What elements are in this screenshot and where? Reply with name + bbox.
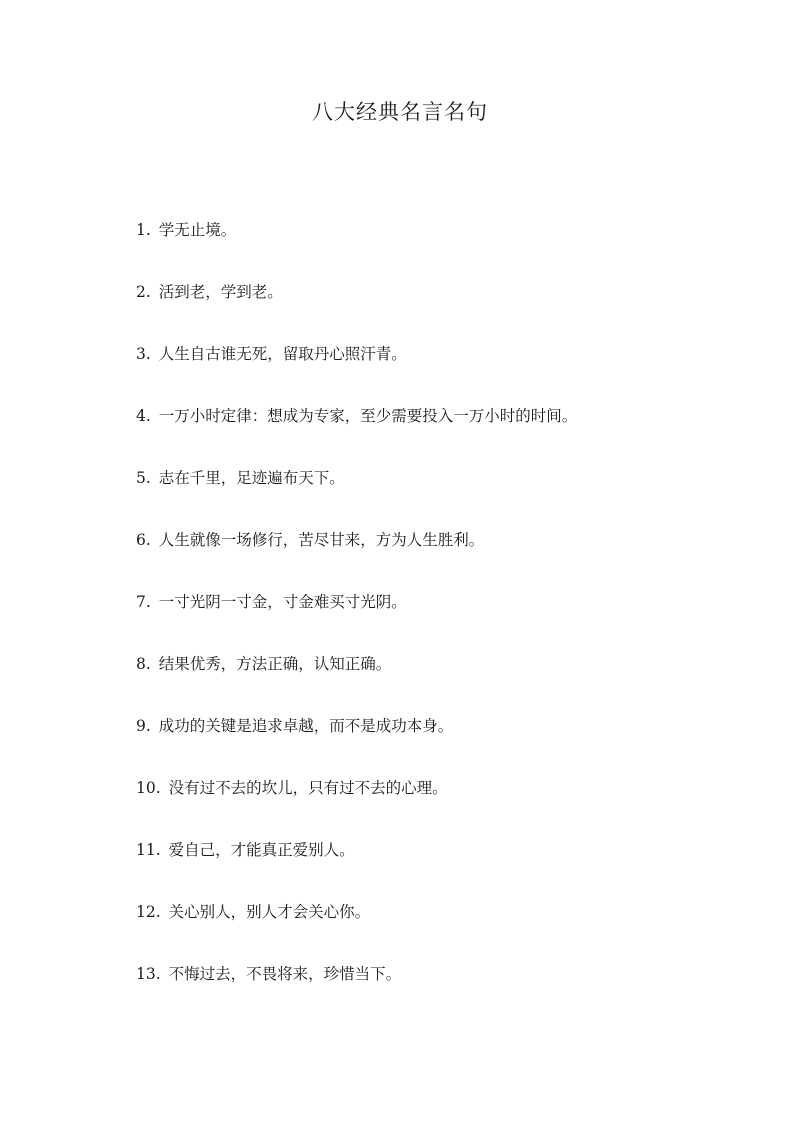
list-item-text: 活到老，学到老。 bbox=[158, 283, 283, 301]
list-item-number: 10. bbox=[136, 779, 161, 797]
list-item-number: 13. bbox=[136, 965, 161, 983]
list-item-text: 一寸光阴一寸金，寸金难买寸光阴。 bbox=[158, 593, 407, 611]
list-item-text: 结果优秀，方法正确，认知正确。 bbox=[158, 655, 392, 673]
list-item bbox=[136, 466, 577, 528]
list-item-text: 不悔过去，不畏将来，珍惜当下。 bbox=[168, 965, 402, 983]
list-item bbox=[136, 342, 577, 404]
list-item-text: 人生自古谁无死，留取丹心照汗青。 bbox=[158, 345, 407, 363]
list-item-text: 志在千里，足迹遍布天下。 bbox=[158, 469, 345, 487]
list-item bbox=[136, 404, 577, 466]
list-item-number: 4. bbox=[136, 407, 151, 425]
list-item bbox=[136, 218, 577, 280]
list-item bbox=[136, 838, 577, 900]
list-item-number: 5. bbox=[136, 469, 151, 487]
list-item bbox=[136, 652, 577, 714]
list-item bbox=[136, 528, 577, 590]
list-item-text: 人生就像一场修行，苦尽甘来，方为人生胜利。 bbox=[158, 531, 485, 549]
list-item-number: 7. bbox=[136, 593, 151, 611]
list-item-number: 12. bbox=[136, 903, 161, 921]
list-item-number: 11. bbox=[136, 841, 161, 859]
list-item-text: 一万小时定律：想成为专家，至少需要投入一万小时的时间。 bbox=[158, 407, 578, 425]
list-item-number: 1. bbox=[136, 221, 151, 239]
list-item-number: 2. bbox=[136, 283, 151, 301]
list-item-text: 爱自己，才能真正爱别人。 bbox=[168, 841, 355, 859]
list-item bbox=[136, 714, 577, 776]
list-item bbox=[136, 900, 577, 962]
page-title: 八大经典名言名句 bbox=[312, 100, 488, 124]
list-item-number: 9. bbox=[136, 717, 151, 735]
list-item-number: 6. bbox=[136, 531, 151, 549]
list-item-text: 关心别人，别人才会关心你。 bbox=[168, 903, 371, 921]
list-item-text: 成功的关键是追求卓越，而不是成功本身。 bbox=[158, 717, 454, 735]
list-item bbox=[136, 962, 577, 1024]
list-item bbox=[136, 776, 577, 838]
list-item bbox=[136, 280, 577, 342]
list-item bbox=[136, 590, 577, 652]
list-item-number: 8. bbox=[136, 655, 151, 673]
list-item-text: 没有过不去的坎儿，只有过不去的心理。 bbox=[168, 779, 448, 797]
list-item-number: 3. bbox=[136, 345, 151, 363]
quote-list bbox=[136, 218, 577, 1024]
list-item-text: 学无止境。 bbox=[158, 221, 237, 239]
